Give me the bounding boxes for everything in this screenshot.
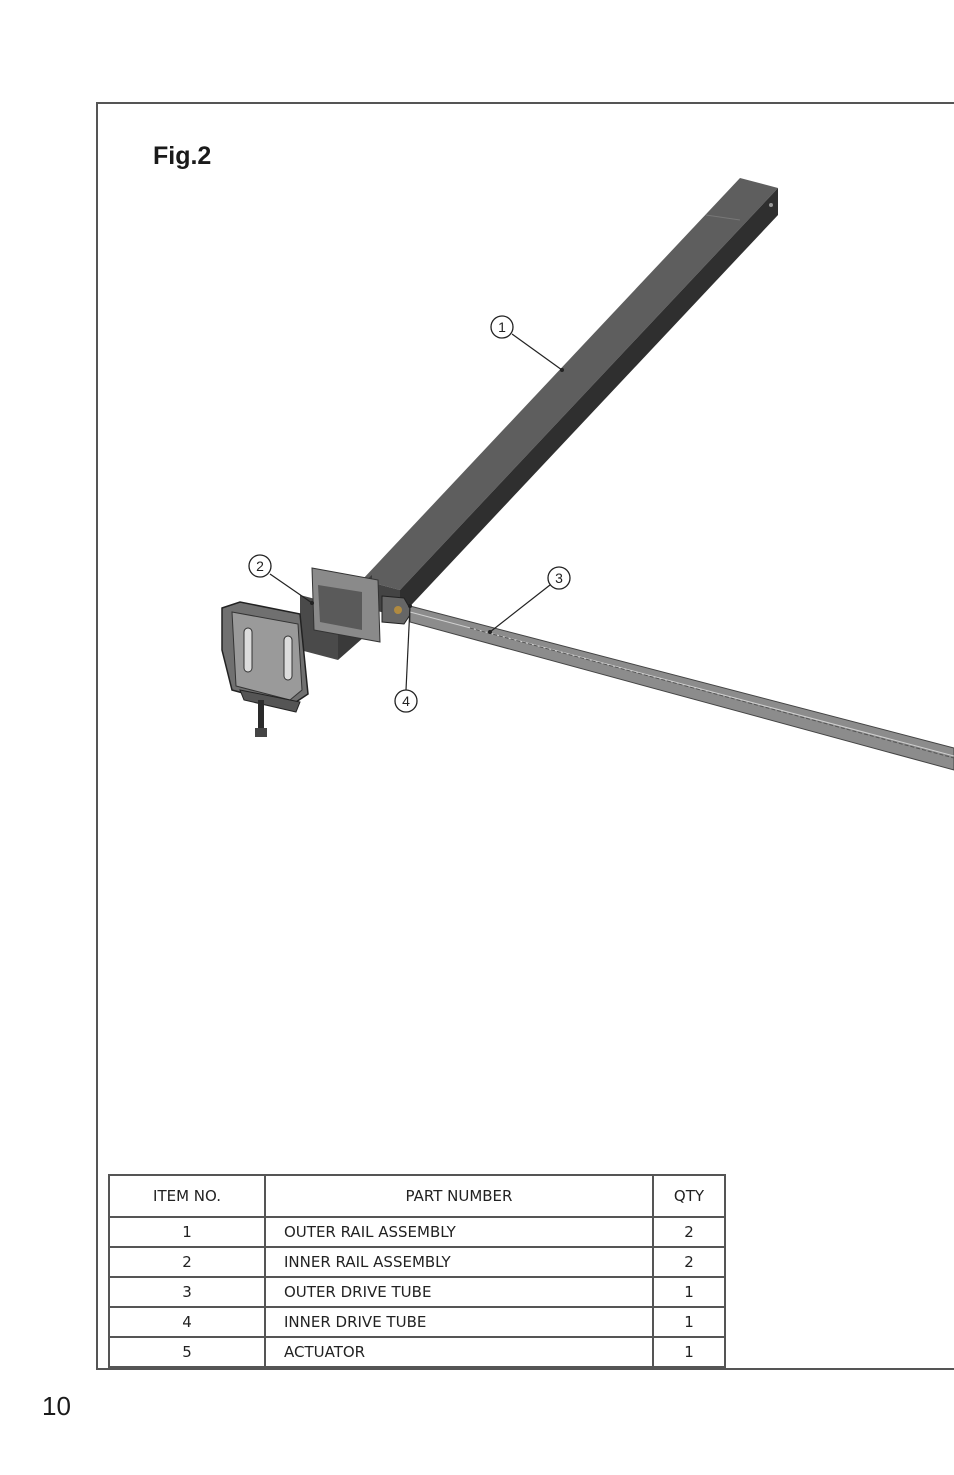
item-no-cell: 3 [109,1277,265,1307]
table-row [109,1217,725,1247]
header-part-number: PART NUMBER [265,1175,653,1217]
part-number-cell: OUTER DRIVE TUBE [265,1277,653,1307]
part-number-cell: OUTER RAIL ASSEMBLY [265,1217,653,1247]
table-row [109,1307,725,1337]
callout-3 [548,567,570,589]
item-no-cell: 4 [109,1307,265,1337]
bill-of-materials-table [108,1174,726,1368]
table-row [109,1337,725,1367]
callout-2 [249,555,271,577]
qty-cell: 2 [653,1217,725,1247]
svg-text:3: 3 [555,570,563,586]
table-row [109,1247,725,1277]
part-number-cell: INNER RAIL ASSEMBLY [265,1247,653,1277]
outer-rail [362,178,778,617]
svg-text:1: 1 [498,319,506,335]
qty-cell: 1 [653,1307,725,1337]
table-row [109,1277,725,1307]
callout-1 [491,316,513,338]
callout-4 [395,690,417,712]
item-no-cell: 2 [109,1247,265,1277]
header-item-no: ITEM NO. [109,1175,265,1217]
item-no-cell: 1 [109,1217,265,1247]
table-header-row [109,1175,725,1217]
header-qty: QTY [653,1175,725,1217]
svg-text:4: 4 [402,693,410,709]
part-number-cell: ACTUATOR [265,1337,653,1367]
qty-cell: 1 [653,1337,725,1367]
figure-title: Fig.2 [153,142,212,170]
item-no-cell: 5 [109,1337,265,1367]
part-number-cell: INNER DRIVE TUBE [265,1307,653,1337]
svg-text:2: 2 [256,558,264,574]
page-number: 10 [42,1391,71,1421]
end-bracket [222,602,308,737]
qty-cell: 2 [653,1247,725,1277]
mounting-plate [312,568,380,642]
qty-cell: 1 [653,1277,725,1307]
